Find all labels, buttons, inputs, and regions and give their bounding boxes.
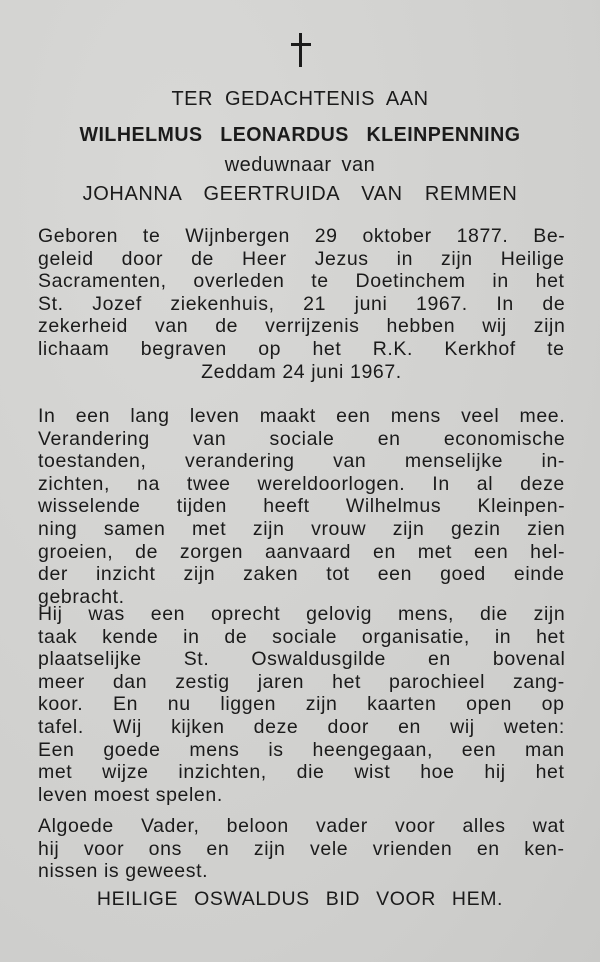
paragraph-life: [38, 405, 565, 608]
text-line: ning samen met zijn vrouw zijn gezin zien: [38, 517, 566, 540]
text-line: plaatselijke St. Oswaldusgilde en bovenal: [38, 648, 566, 671]
text-line: toestanden, verandering van menselijke in-: [38, 450, 566, 473]
text-line: Hij was een oprecht gelovig mens, die zijn: [38, 603, 566, 625]
text-line: met wijze inzichten, die wist hoe hij het: [38, 761, 565, 784]
text-line: der inzicht zijn zaken tot een goed einde: [38, 563, 565, 586]
text-line: nissen is geweest.: [38, 860, 209, 883]
relation-text: weduwnaar van: [224, 154, 376, 176]
text-line: St. Jozef ziekenhuis, 21 juni 1967. In de: [38, 292, 566, 315]
deceased-name: WILHELMUS LEONARDUS KLEINPENNING: [79, 124, 521, 146]
text-line: gebracht.: [38, 585, 125, 608]
text-line: hij voor ons en zijn vele vrienden en ken-: [38, 837, 565, 860]
paragraph-prayer: [38, 815, 565, 883]
paragraph-biography: [38, 225, 565, 383]
text-line: tafel. Wij kijken deze door en wij weten:: [38, 715, 565, 738]
text-line: Een goede mens is heengegaan, een man: [38, 738, 565, 761]
text-line: Algoede Vader, beloon vader voor alles wat: [38, 815, 565, 837]
text-line: leven moest spelen.: [38, 783, 223, 806]
heading: TER GEDACHTENIS AAN: [171, 88, 429, 110]
text-line: Geboren te Wijnbergen 29 oktober 1877. Be-: [38, 225, 566, 247]
closing-prayer: HEILIGE OSWALDUS BID VOOR HEM.: [96, 888, 504, 910]
cross-icon: [291, 33, 311, 67]
text-line: zichten, na twee wereldoorlogen. In al deze: [38, 472, 565, 495]
text-line: groeien, de zorgen aanvaard en met een hel-: [38, 540, 566, 563]
text-line: zekerheid van de verrijzenis hebben wij zijn: [38, 315, 566, 338]
spouse-name: JOHANNA GEERTRUIDA VAN REMMEN: [82, 183, 518, 205]
text-line: koor. En nu liggen zijn kaarten open op: [38, 693, 565, 716]
text-line: Sacramenten, overleden te Doetinchem in het: [38, 270, 565, 293]
text-line: lichaam begraven op het R.K. Kerkhof te: [38, 337, 565, 360]
text-line: In een lang leven maakt een mens veel mee.: [38, 405, 566, 427]
text-line: meer dan zestig jaren het parochieel zang-: [38, 670, 565, 693]
text-line: wisselende tijden heeft Wilhelmus Kleinpen-: [38, 495, 566, 518]
text-line: Zeddam 24 juni 1967.: [201, 360, 402, 383]
paragraph-faith: [38, 603, 565, 806]
text-line: Verandering van sociale en economische: [38, 427, 566, 450]
text-line: taak kende in de sociale organisatie, in het: [38, 625, 565, 648]
text-line: geleid door de Heer Jezus in zijn Heilige: [38, 247, 565, 270]
